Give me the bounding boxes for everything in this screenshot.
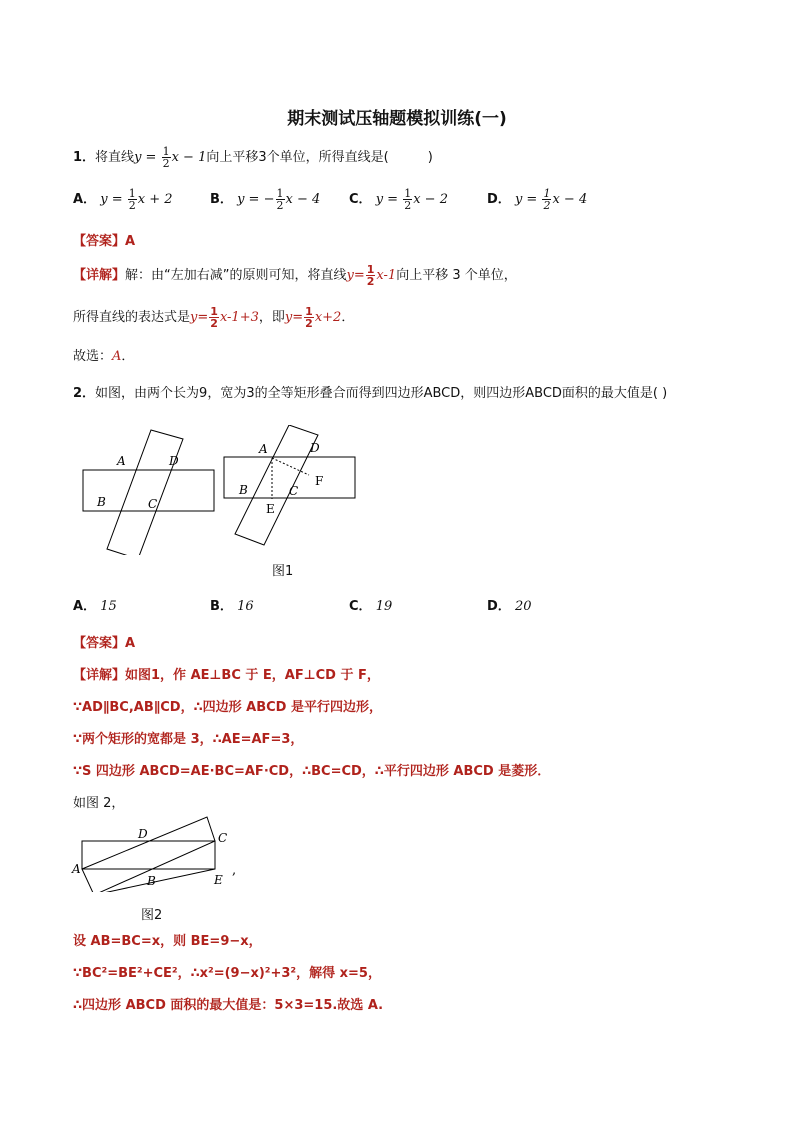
q1-detail-line-1: 【详解】解：由“左加右减”的原则可知，将直线y= $\frac{1}{2}$ x-1向上平移 3 个单位， [73, 263, 517, 288]
q1-detail-line-3: 故选：A． [73, 349, 135, 364]
q2-option-c: C． 19 [349, 599, 393, 614]
q2-detail-line-1: 【详解】如图1，作 AE⊥BC 于 E，AF⊥CD 于 F， [73, 668, 380, 683]
question-1-stem: 1．将直线y = $\frac{1}{2}$ x − 1向上平移3个单位，所得直线是( ) [73, 145, 433, 170]
q2-after-line-1: 设 AB=BC=x，则 BE=9−x， [73, 934, 262, 949]
fraction: $\frac{1}{2}$ [162, 145, 170, 170]
figure-1-caption: 图1 [272, 564, 294, 579]
figure-1 [78, 425, 368, 555]
q2-after-line-2: ∵BC²=BE²+CE²，∴x²=(9−x)²+3²，解得 x=5， [73, 966, 381, 981]
label-b-2: B [239, 483, 248, 497]
label-b: B [147, 874, 156, 888]
q1-option-c: C． y = $\frac{1}{2}$ x − 2 [349, 187, 448, 212]
q1-option-b: B． y = − $\frac{1}{2}$ x − 4 [210, 187, 321, 212]
left-slanted-rectangle [107, 430, 183, 555]
question-number: 1． [73, 150, 96, 165]
fig2-intro: 如图 2， [73, 796, 125, 811]
label-c: C [148, 497, 158, 511]
label-d: D [138, 827, 148, 841]
q1-detail-line-2: 所得直线的表达式是y= $\frac{1}{2}$ x-1+3，即y= $\frac{1}{2}$ x+2． [73, 305, 355, 330]
q2-detail-line-2: ∵AD∥BC,AB∥CD，∴四边形 ABCD 是平行四边形， [73, 700, 382, 715]
q2-option-d: D． 20 [487, 599, 532, 614]
q2-answer: 【答案】A [73, 636, 136, 651]
figure-2 [68, 812, 248, 892]
label-d: D [169, 454, 179, 468]
label-e: E [266, 502, 275, 516]
q2-detail-line-3: ∵两个矩形的宽都是 3，∴AE=AF=3， [73, 732, 304, 747]
label-a-2: A [259, 442, 268, 456]
trailing-comma: , [232, 863, 237, 878]
figure-2-caption: 图2 [141, 908, 163, 923]
page-title: 期末测试压轴题模拟训练(一) [287, 109, 507, 129]
altitude-af [272, 458, 309, 475]
q1-option-a: A． y = $\frac{1}{2}$ x + 2 [73, 187, 173, 212]
label-c: C [218, 831, 228, 845]
label-f: F [315, 474, 324, 488]
label-c-2: C [289, 484, 299, 498]
q1-option-d: D． y = $\frac{1}{2}$ x − 4 [487, 187, 588, 212]
q1-answer: 【答案】A [73, 234, 136, 249]
label-a: A [72, 862, 81, 876]
q2-option-b: B． 16 [210, 599, 254, 614]
question-2-stem: 2．如图，由两个长为9，宽为3的全等矩形叠合而得到四边形ABCD，则四边形ABCD面积的最大值是( ) [73, 386, 668, 401]
q2-option-a: A． 15 [73, 599, 117, 614]
q2-detail-line-4: ∵S 四边形 ABCD=AE·BC=AF·CD，∴BC=CD，∴平行四边形 ABCD 是菱形． [73, 764, 551, 779]
q2-after-line-3: ∴四边形 ABCD 面积的最大值是：5×3=15.故选 A. [73, 998, 384, 1013]
label-b: B [97, 495, 106, 509]
horizontal-rectangle [82, 841, 215, 869]
label-a: A [117, 454, 126, 468]
stem-text: 将直线 [95, 150, 135, 165]
label-e: E [214, 873, 223, 887]
label-d-2: D [310, 441, 320, 455]
